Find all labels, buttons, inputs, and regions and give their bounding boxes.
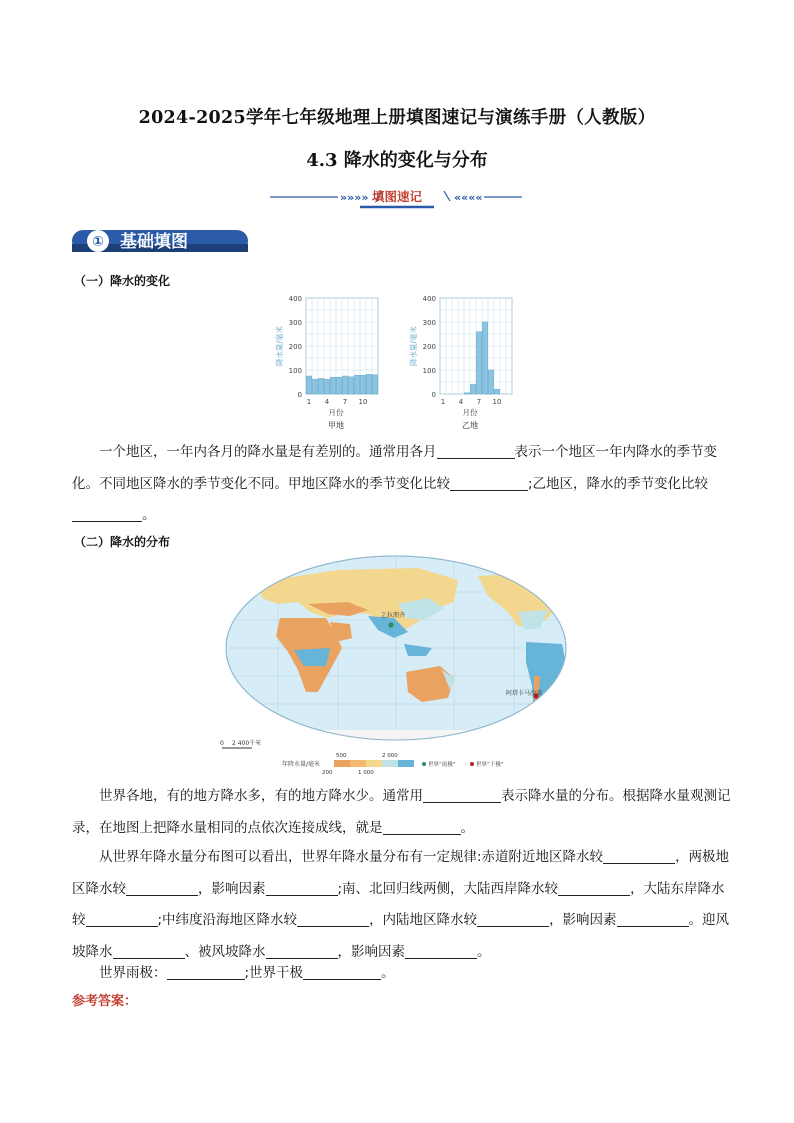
- s2-p2-text-2: ，两极地区降水较: [72, 849, 730, 897]
- s2-p1-text-2: 表示降水量的分布。根据降水量观测记录，在地图上把降水量相同的点依次连接成线，就是: [72, 788, 731, 836]
- x-tick-label: 1: [440, 398, 446, 406]
- blank-8[interactable]: [266, 880, 338, 896]
- section2-paragraph-3: [72, 958, 732, 990]
- s1-text-3: ;乙地区，降水的季节变化比较: [528, 475, 709, 492]
- legend-2000: 2 000: [382, 753, 398, 759]
- bar-month-12: [372, 375, 377, 394]
- blank-2[interactable]: [450, 475, 528, 491]
- bar-month-4: [324, 379, 329, 394]
- s2-p3-text-2: ;世界干极: [244, 965, 304, 981]
- s1-text-1: 一个地区，一年内各月的降水量是有差别的。通常用各月: [99, 444, 437, 460]
- chart-jia: [270, 290, 390, 435]
- bar-month-3: [318, 378, 323, 394]
- blank-16[interactable]: [405, 943, 477, 959]
- scale-value: 2 400千米: [232, 740, 262, 747]
- map-scale-bar: [220, 739, 261, 748]
- scale-zero: 0: [220, 740, 224, 747]
- y-tick-label: 400: [288, 295, 302, 303]
- legend-200: 200: [322, 770, 333, 774]
- bar-month-5: [464, 393, 469, 394]
- x-tick-label: 4: [324, 398, 330, 406]
- cherrapunji-label: 乞拉朋齐: [381, 612, 406, 619]
- section2-heading: （二）降水的分布: [74, 535, 171, 549]
- blank-3[interactable]: [72, 506, 142, 522]
- chart-yi: [404, 290, 524, 435]
- x-tick-label: 10: [358, 398, 368, 406]
- badge-row: [268, 183, 526, 211]
- bar-month-10: [360, 375, 365, 394]
- section2-paragraph-1: [72, 781, 732, 844]
- s2-p2-text-8: ，影响因素: [549, 912, 617, 928]
- legend-1000: 1 000: [358, 770, 374, 774]
- section1-heading: （一）降水的变化: [74, 274, 171, 288]
- chart-title: 甲地: [328, 421, 344, 430]
- bar-month-9: [354, 375, 359, 394]
- document-title: 2024-2025学年七年级地理上册填图速记与演练手册（人教版）: [138, 108, 656, 128]
- blank-12[interactable]: [477, 911, 549, 927]
- s2-p1-text-1: 世界各地，有的地方降水多，有的地方降水少。通常用: [99, 788, 423, 804]
- bar-month-5: [330, 377, 335, 394]
- y-tick-label: 300: [422, 319, 436, 327]
- s2-p2-text-4: ;南、北回归线两侧，大陆西岸降水较: [337, 880, 559, 897]
- legend-driest: 世界“干极”: [476, 762, 504, 768]
- bar-month-8: [348, 377, 353, 394]
- s2-p2-text-7: ，内陆地区降水较: [369, 912, 478, 928]
- bar-month-11: [366, 374, 371, 394]
- cherrapunji-marker: [388, 622, 393, 627]
- map-greenland: [540, 562, 570, 578]
- legend-label: 年降水量/毫米: [282, 761, 321, 768]
- bar-month-7: [342, 376, 347, 394]
- world-precipitation-map: [218, 552, 574, 774]
- y-tick-label: 400: [422, 295, 436, 303]
- badge-right-arrows: ««««: [454, 191, 483, 204]
- blank-17[interactable]: [167, 964, 245, 980]
- x-tick-label: 7: [476, 398, 482, 406]
- x-tick-label: 1: [306, 398, 312, 406]
- s2-p2-text-5: ，大陆东岸降水较: [72, 880, 725, 928]
- bar-month-10: [494, 389, 499, 394]
- bar-month-6: [336, 377, 341, 394]
- s1-text-4: 。: [142, 507, 156, 523]
- y-axis-label: 降水量/毫米: [275, 325, 284, 367]
- section-banner: [72, 226, 252, 256]
- y-tick-label: 200: [288, 343, 302, 351]
- bar-month-9: [488, 370, 493, 394]
- s2-p2-text-12: 。: [477, 943, 491, 960]
- legend-500: 500: [336, 753, 347, 759]
- bar-month-1: [306, 376, 311, 394]
- s2-p2-text-3: ，影响因素: [198, 880, 266, 897]
- blank-4[interactable]: [423, 787, 501, 803]
- blank-11[interactable]: [297, 911, 369, 927]
- badge-label: 填图速记: [371, 189, 423, 204]
- x-tick-label: 7: [342, 398, 348, 406]
- y-axis-label: 降水量/毫米: [409, 325, 418, 367]
- s1-text-2: 表示一个地区一年内降水的季节变化。不同地区降水的季节变化不同。甲地区降水的季节变化比较: [72, 444, 717, 492]
- s2-p2-text-6: ;中纬度沿海地区降水较: [157, 912, 298, 928]
- bar-month-7: [476, 332, 481, 394]
- legend-wettest: 世界“雨极”: [428, 762, 456, 768]
- map-legend: [282, 753, 504, 774]
- banner-number: ①: [92, 234, 104, 250]
- x-axis-label: 月份: [462, 408, 478, 417]
- s2-p2-text-10: 、被风坡降水: [184, 943, 266, 960]
- badge-left-arrows: »»»»: [340, 191, 369, 204]
- y-tick-label: 300: [288, 319, 302, 327]
- s2-p3-text-1: 世界雨极：: [99, 965, 167, 981]
- badge-right-slash: [444, 191, 450, 201]
- atacama-label: 阿塔卡马沙漠: [506, 690, 543, 697]
- x-tick-label: 10: [492, 398, 502, 406]
- answer-label: 参考答案：: [72, 994, 138, 1009]
- blank-9[interactable]: [558, 880, 630, 896]
- bar-month-8: [482, 322, 487, 394]
- blank-10[interactable]: [86, 911, 158, 927]
- y-tick-label: 100: [422, 367, 436, 375]
- s2-p2-text-11: ，影响因素: [337, 943, 405, 960]
- blank-5[interactable]: [383, 819, 461, 835]
- chart-title: 乙地: [462, 421, 478, 430]
- y-tick-label: 200: [422, 343, 436, 351]
- blank-15[interactable]: [266, 943, 338, 959]
- bar-month-6: [470, 384, 475, 394]
- map-antarctica: [218, 730, 574, 752]
- x-axis-label: 月份: [328, 408, 344, 417]
- section2-paragraph-2: [72, 842, 732, 968]
- blank-6[interactable]: [603, 848, 675, 864]
- s2-p3-text-3: 。: [381, 965, 395, 981]
- banner-label: 基础填图: [120, 232, 188, 252]
- x-tick-label: 4: [458, 398, 464, 406]
- section1-paragraph: [72, 437, 732, 532]
- s2-p2-text-9: 。迎风坡降水: [72, 912, 730, 960]
- blank-14[interactable]: [113, 943, 185, 959]
- y-tick-label: 100: [288, 367, 302, 375]
- y-tick-label: 0: [297, 391, 302, 399]
- blank-13[interactable]: [617, 911, 689, 927]
- blank-7[interactable]: [126, 880, 198, 896]
- s2-p1-text-3: 。: [460, 819, 474, 836]
- blank-18[interactable]: [303, 964, 381, 980]
- blank-1[interactable]: [437, 443, 515, 459]
- s2-p2-text-1: 从世界年降水量分布图可以看出，世界年降水量分布有一定规律:赤道附近地区降水较: [99, 849, 604, 865]
- bar-month-2: [312, 379, 317, 394]
- lesson-subtitle: 4.3 降水的变化与分布: [306, 150, 488, 171]
- y-tick-label: 0: [431, 391, 436, 399]
